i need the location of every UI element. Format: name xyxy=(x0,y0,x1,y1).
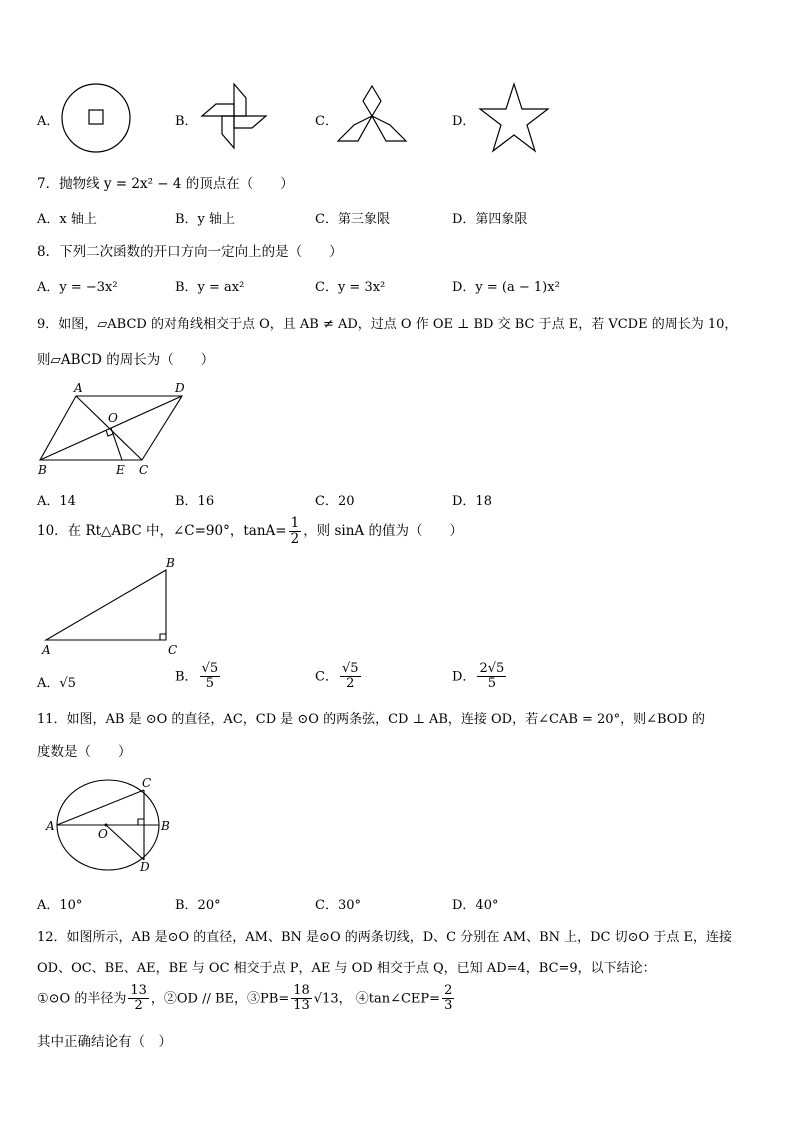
q9-option-c: C．20 xyxy=(315,494,355,509)
q6-figure-d-star xyxy=(478,82,550,154)
q7-option-b: B．y 轴上 xyxy=(175,212,236,227)
q11-option-b: B．20° xyxy=(175,898,221,913)
q7-stem: 7．抛物线 y = 2x² − 4 的顶点在（ ） xyxy=(37,176,294,192)
q6-option-b-label: B． xyxy=(175,114,198,129)
q7-option-a: A．x 轴上 xyxy=(37,212,97,227)
q10-option-d: D． $\frac{2√5}{5}$ xyxy=(452,661,505,692)
q10-option-a: A．√5 xyxy=(37,676,76,691)
q9-parallelogram-figure xyxy=(34,380,194,480)
q11-stem-line2: 度数是（ ） xyxy=(37,744,132,760)
q12-stem-line1: 12．如图所示，AB 是⊙O 的直径，AM、BN 是⊙O 的两条切线，D、C 分别在 AM、BN 上，DC 切⊙O 于点 E，连接 xyxy=(37,930,732,945)
q8-option-b: B．y = ax² xyxy=(175,280,245,295)
q12-stem-line4: 其中正确结论有（ ） xyxy=(37,1034,172,1050)
q10-right-triangle-figure xyxy=(36,556,186,658)
q10-label-a: A xyxy=(42,643,51,657)
q6-figure-b-pinwheel xyxy=(198,80,270,152)
q6-figure-c-three-rhombi xyxy=(336,84,408,144)
q9-stem-line1: 9．如图，▱ABCD 的对角线相交于点 O，且 AB ≠ AD，过点 O 作 OE ⊥ BD 交 BC 于点 E，若 VCDE 的周长为 10， xyxy=(37,317,738,332)
q7-option-c: C．第三象限 xyxy=(315,212,390,227)
q9-label-e: E xyxy=(116,463,125,477)
q10-frac-den: 2 xyxy=(290,530,300,547)
q10-frac-num: 1 xyxy=(290,515,300,531)
q8-option-a: A．y = −3x² xyxy=(37,280,118,295)
q9-label-c: C xyxy=(139,463,149,477)
q11-circle-figure xyxy=(40,772,180,876)
q8-option-c: C．y = 3x² xyxy=(315,280,386,295)
q9-option-a: A．14 xyxy=(37,494,76,509)
q6-option-a-label: A． xyxy=(37,114,60,129)
q11-option-c: C．30° xyxy=(315,898,361,913)
q10-stem-pre: 10．在 Rt△ABC 中，∠C=90°，tanA= xyxy=(37,522,287,539)
q11-option-a: A．10° xyxy=(37,898,83,913)
q8-option-d: D．y = (a − 1)x² xyxy=(452,280,560,295)
q11-label-o: O xyxy=(98,827,108,841)
q7-option-d: D．第四象限 xyxy=(452,212,528,227)
q12-conclusions: ①⊙O 的半径为 $\frac{13}{2}$ ，②OD // BE，③PB= $\frac{18}{13}$ √13， ④tan∠CEP= $\frac{2}{3}$ xyxy=(37,983,453,1014)
q9-label-a: A xyxy=(74,381,83,395)
q9-option-d: D．18 xyxy=(452,494,492,509)
q10-option-c: C． $\frac{√5}{2}$ xyxy=(315,661,359,692)
q10-stem-post: ，则 sinA 的值为（ ） xyxy=(303,522,463,539)
q11-label-c: C xyxy=(142,776,152,790)
q9-label-o: O xyxy=(108,411,118,425)
q6-figure-a-coin xyxy=(60,82,132,154)
q9-stem-line2: 则▱ABCD 的周长为（ ） xyxy=(37,352,215,368)
q9-option-b: B．16 xyxy=(175,494,215,509)
q11-option-d: D．40° xyxy=(452,898,499,913)
q10-tan-fraction xyxy=(289,516,302,547)
q10-label-c: C xyxy=(168,643,178,657)
q11-label-a: A xyxy=(46,819,55,833)
q6-option-c-label: C． xyxy=(315,114,338,129)
q11-stem-line1: 11．如图，AB 是 ⊙O 的直径，AC，CD 是 ⊙O 的两条弦，CD ⊥ AB，连接 OD，若∠CAB = 20°，则∠BOD 的 xyxy=(37,712,705,727)
q9-label-d: D xyxy=(175,381,185,395)
q10-option-b: B． $\frac{√5}{5}$ xyxy=(175,661,219,692)
q11-label-b: B xyxy=(161,819,170,833)
q8-stem: 8．下列二次函数的开口方向一定向上的是（ ） xyxy=(37,244,343,260)
q10-stem xyxy=(37,516,463,547)
q12-stem-line2: OD、OC、BE、AE，BE 与 OC 相交于点 P，AE 与 OD 相交于点 Q，已知 AD=4，BC=9，以下结论： xyxy=(37,961,656,976)
q10-label-b: B xyxy=(166,556,175,570)
q11-label-d: D xyxy=(140,860,150,874)
q9-label-b: B xyxy=(38,463,47,477)
q6-option-d-label: D． xyxy=(452,114,476,129)
